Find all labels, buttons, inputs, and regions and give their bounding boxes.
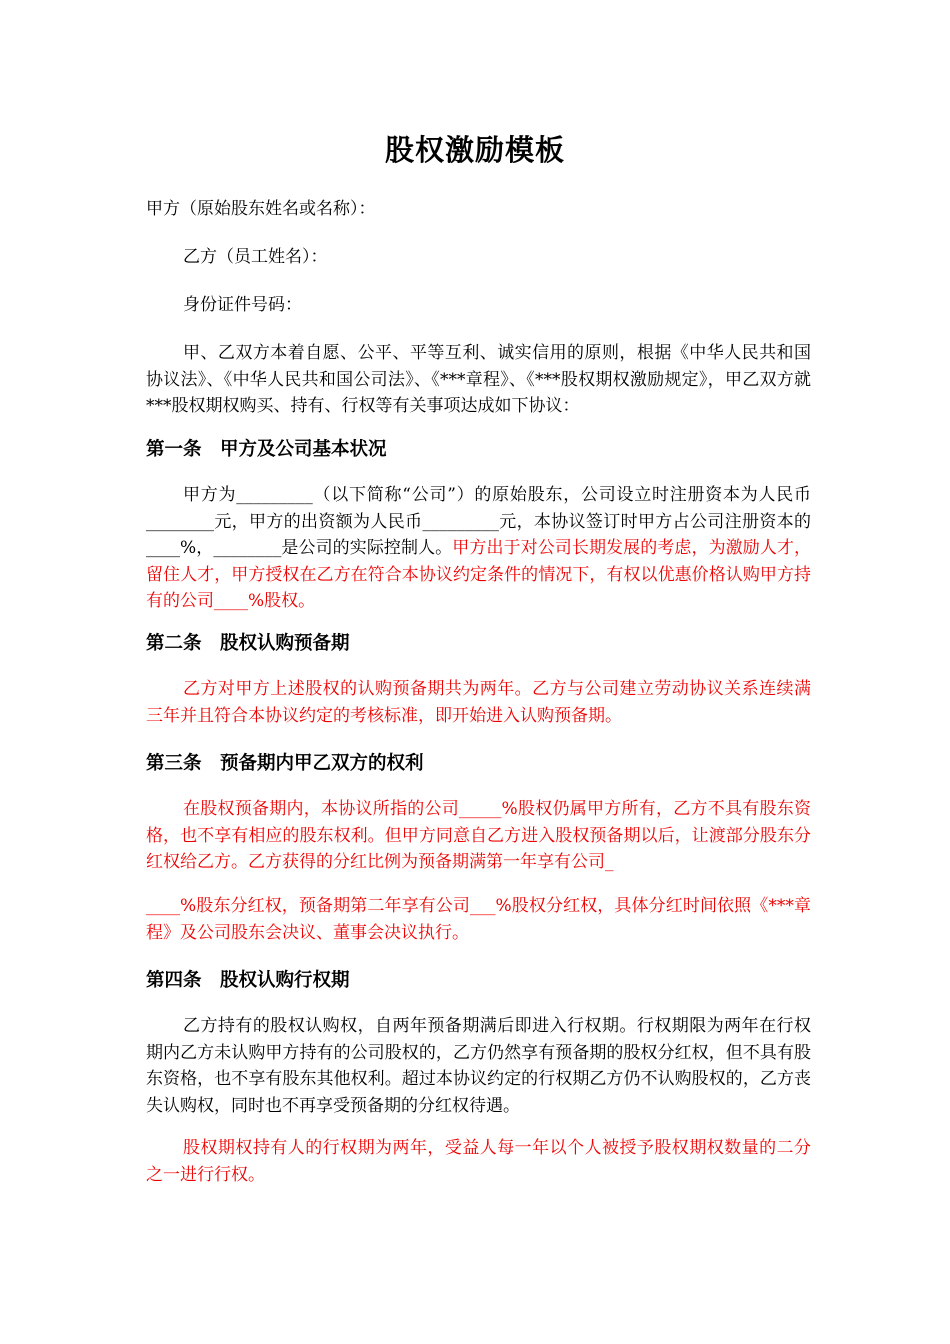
- article-2-paragraph: 乙方对甲方上述股权的认购预备期共为两年。乙方与公司建立劳动协议关系连续满三年并且符合本协议约定的考核标准，即开始进入认购预备期。: [146, 679, 811, 726]
- article-1-heading: 第一条 甲方及公司基本状况: [146, 439, 387, 460]
- id-number-line: 身份证件号码：: [183, 295, 302, 315]
- article-3-paragraph-1: 在股权预备期内，本协议所指的公司_____%股权仍属甲方所有，乙方不具有股东资格，也不享有相应的股东权利。但甲方同意自乙方进入股权预备期以后，让渡部分股东分红权给乙方。乙方获得的分红比例为预备期满第一年享有公司_: [146, 799, 811, 872]
- article-4-heading: 第四条 股权认购行权期: [146, 970, 350, 991]
- preamble-paragraph: 甲、乙双方本着自愿、公平、平等互利、诚实信用的原则，根据《中华人民共和国协议法》、《中华人民共和国公司法》、《***章程》、《***股权期权激励规定》，甲乙双方就***股权期权购买、持有、行权等有关事项达成如下协议：: [146, 343, 811, 416]
- article-1-paragraph: [146, 482, 811, 615]
- party-a-line: 甲方（原始股东姓名或名称）：: [146, 199, 376, 219]
- article-2-heading: 第二条 股权认购预备期: [146, 633, 350, 654]
- article-4-paragraph-2: 股权期权持有人的行权期为两年，受益人每一年以个人被授予股权期权数量的二分之一进行行权。: [146, 1138, 811, 1185]
- article-1-highlight: 甲方出于对公司长期发展的考虑，为激励人才，留住人才，甲方授权在乙方在符合本协议约定条件的情况下，有权以优惠价格认购甲方持有的公司____%股权。: [146, 538, 812, 611]
- article-4-paragraph-1: 乙方持有的股权认购权，自两年预备期满后即进入行权期。行权期限为两年在行权期内乙方未认购甲方持有的公司股权的，乙方仍然享有预备期的股权分红权，但不具有股东资格，也不享有股东其他权利。超过本协议约定的行权期乙方仍不认购股权的，乙方丧失认购权，同时也不再享受预备期的分红权待遇。: [146, 1016, 811, 1116]
- document-title: 股权激励模板: [384, 133, 565, 167]
- article-1-text: 甲方为_________（以下简称“公司”）的原始股东，公司设立时注册资本为人民币________元，甲方的出资额为人民币_________元，本协议签订时甲方占公司注册资本的____%，________是公司的实际控制人。: [146, 485, 811, 558]
- article-3-heading: 第三条 预备期内甲乙双方的权利: [146, 753, 424, 774]
- article-3-paragraph-2: ____%股东分红权，预备期第二年享有公司___%股权分红权，具体分红时间依照《***章程》及公司股东会决议、董事会决议执行。: [146, 896, 811, 943]
- party-b-line: 乙方（员工姓名）：: [183, 247, 328, 267]
